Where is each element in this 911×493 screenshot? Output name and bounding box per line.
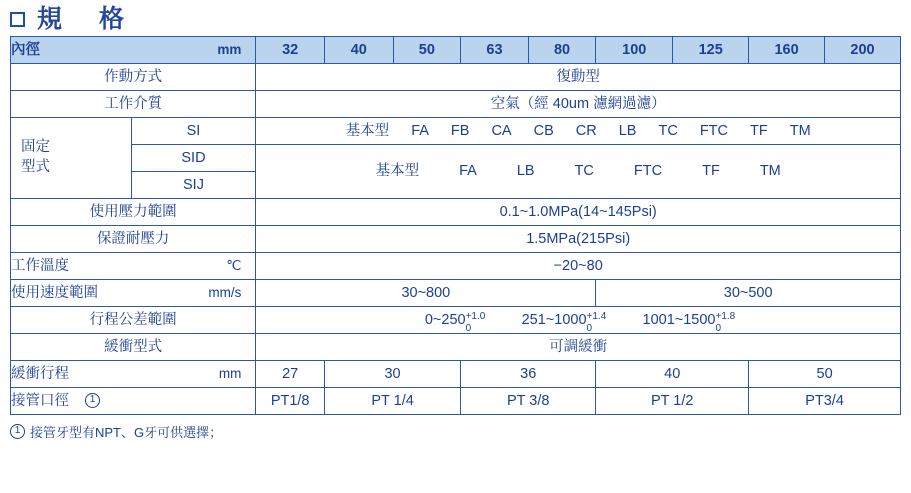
medium-label: 工作介質 — [11, 91, 256, 118]
mounting-option: CB — [533, 122, 554, 139]
action-type-value: 復動型 — [256, 64, 901, 91]
proof-pressure-value: 1.5MPa(215Psi) — [256, 226, 901, 253]
mounting-type-si: SI — [131, 118, 256, 145]
table-row-cushion-type — [11, 334, 901, 361]
cushion-stroke-value: 27 — [256, 361, 325, 388]
footnote-marker-icon: 1 — [10, 424, 25, 439]
stroke-tolerance-range: 0~250 — [424, 311, 466, 328]
stroke-tolerance-lower: 0 — [715, 322, 722, 334]
table-row-cushion-stroke — [11, 361, 901, 388]
speed-range-label: 使用速度範圍 — [11, 284, 98, 301]
speed-range-value: 30~500 — [596, 280, 901, 307]
stroke-tolerance-upper: +1.0 — [465, 310, 486, 322]
table-row-mounting-sid — [11, 145, 901, 172]
table-row-proof-pressure — [11, 226, 901, 253]
square-bullet-icon — [10, 12, 25, 27]
temperature-label: 工作溫度 — [11, 257, 69, 274]
stroke-tolerance-label: 行程公差範圍 — [11, 307, 256, 334]
stroke-tolerance-item — [642, 310, 736, 334]
port-size-value: PT3/4 — [749, 388, 901, 415]
footnote — [10, 422, 911, 441]
mounting-options-sid — [256, 145, 901, 199]
footnote-marker-icon: 1 — [85, 393, 100, 408]
mounting-type-sid: SID — [131, 145, 256, 172]
pressure-range-label: 使用壓力範圍 — [11, 199, 256, 226]
proof-pressure-label: 保證耐壓力 — [11, 226, 256, 253]
table-row-port-size — [11, 388, 901, 415]
stroke-tolerance-item — [521, 310, 607, 334]
mounting-option: 基本型 — [345, 122, 390, 139]
temperature-value: −20~80 — [256, 253, 901, 280]
port-size-label: 接管口徑 — [11, 392, 69, 409]
cushion-stroke-unit: mm — [218, 366, 242, 382]
cushion-stroke-label: 緩衝行程 — [11, 365, 69, 382]
footnote-text: 接管牙型有NPT、G牙可供選擇； — [30, 425, 223, 440]
temperature-label-cell — [11, 253, 256, 280]
port-size-value: PT1/8 — [256, 388, 325, 415]
bore-size-cell: 40 — [324, 37, 393, 64]
bore-size-cell: 50 — [393, 37, 461, 64]
mounting-option: TM — [759, 163, 781, 180]
bore-size-cell: 80 — [528, 37, 596, 64]
table-row-stroke-tolerance — [11, 307, 901, 334]
mounting-option: FA — [411, 122, 429, 139]
port-size-value: PT 1/4 — [324, 388, 460, 415]
table-row-mounting-si — [11, 118, 901, 145]
page-title — [0, 0, 911, 36]
stroke-tolerance-lower: 0 — [586, 322, 593, 334]
bore-size-cell: 63 — [461, 37, 529, 64]
bore-size-cell: 100 — [596, 37, 673, 64]
mounting-label-line1: 固定 — [21, 139, 50, 156]
mounting-label-cell — [11, 118, 132, 199]
temperature-unit: ℃ — [226, 258, 242, 274]
bore-size-cell: 125 — [673, 37, 749, 64]
mounting-option: FB — [450, 122, 470, 139]
cushion-type-label: 緩衝型式 — [11, 334, 256, 361]
stroke-tolerance-lower: 0 — [465, 322, 472, 334]
cushion-stroke-value: 40 — [596, 361, 749, 388]
cushion-stroke-label-cell — [11, 361, 256, 388]
bore-unit: mm — [217, 42, 242, 58]
speed-range-value: 30~800 — [256, 280, 596, 307]
bore-label-cell — [11, 37, 256, 64]
table-row-action-type — [11, 64, 901, 91]
mounting-option: FTC — [699, 122, 728, 139]
bore-size-cell: 160 — [749, 37, 825, 64]
table-row-temperature — [11, 253, 901, 280]
mounting-option: CR — [575, 122, 597, 139]
mounting-options-si — [256, 118, 901, 145]
mounting-option: TC — [658, 122, 678, 139]
mounting-option: TF — [750, 122, 768, 139]
mounting-option: FA — [459, 163, 477, 180]
table-row-speed-range — [11, 280, 901, 307]
bore-label: 內徑 — [11, 41, 40, 58]
port-size-value: PT 1/2 — [596, 388, 749, 415]
table-row-bore — [11, 37, 901, 64]
action-type-label: 作動方式 — [11, 64, 256, 91]
port-size-value: PT 3/8 — [461, 388, 596, 415]
stroke-tolerance-values — [256, 307, 901, 334]
stroke-tolerance-upper: +1.8 — [715, 310, 736, 322]
mounting-type-sij: SIJ — [131, 172, 256, 199]
cushion-stroke-value: 50 — [749, 361, 901, 388]
stroke-tolerance-range: 251~1000 — [521, 311, 587, 328]
table-row-medium — [11, 91, 901, 118]
table-row-pressure-range — [11, 199, 901, 226]
page-title-text: 規 格 — [37, 4, 131, 33]
port-size-label-cell — [11, 388, 256, 415]
specifications-table — [10, 36, 901, 415]
mounting-option: TF — [702, 163, 720, 180]
cushion-stroke-value: 30 — [324, 361, 460, 388]
mounting-option: 基本型 — [375, 163, 420, 180]
cushion-type-value: 可調緩衝 — [256, 334, 901, 361]
bore-size-cell: 32 — [256, 37, 325, 64]
mounting-label-line2: 型式 — [21, 159, 50, 175]
mounting-option: CA — [491, 122, 512, 139]
pressure-range-value: 0.1~1.0MPa(14~145Psi) — [256, 199, 901, 226]
mounting-option: FTC — [633, 163, 663, 180]
cushion-stroke-value: 36 — [461, 361, 596, 388]
stroke-tolerance-range: 1001~1500 — [642, 311, 716, 328]
medium-value: 空氣（經 40um 濾網過濾） — [256, 91, 901, 118]
speed-range-label-cell — [11, 280, 256, 307]
mounting-option: TC — [574, 163, 594, 180]
mounting-option: TM — [789, 122, 811, 139]
stroke-tolerance-upper: +1.4 — [586, 310, 607, 322]
mounting-option: LB — [516, 163, 535, 180]
bore-size-cell: 200 — [825, 37, 901, 64]
mounting-option: LB — [618, 122, 637, 139]
stroke-tolerance-item — [424, 310, 486, 334]
speed-range-unit: mm/s — [208, 285, 242, 301]
